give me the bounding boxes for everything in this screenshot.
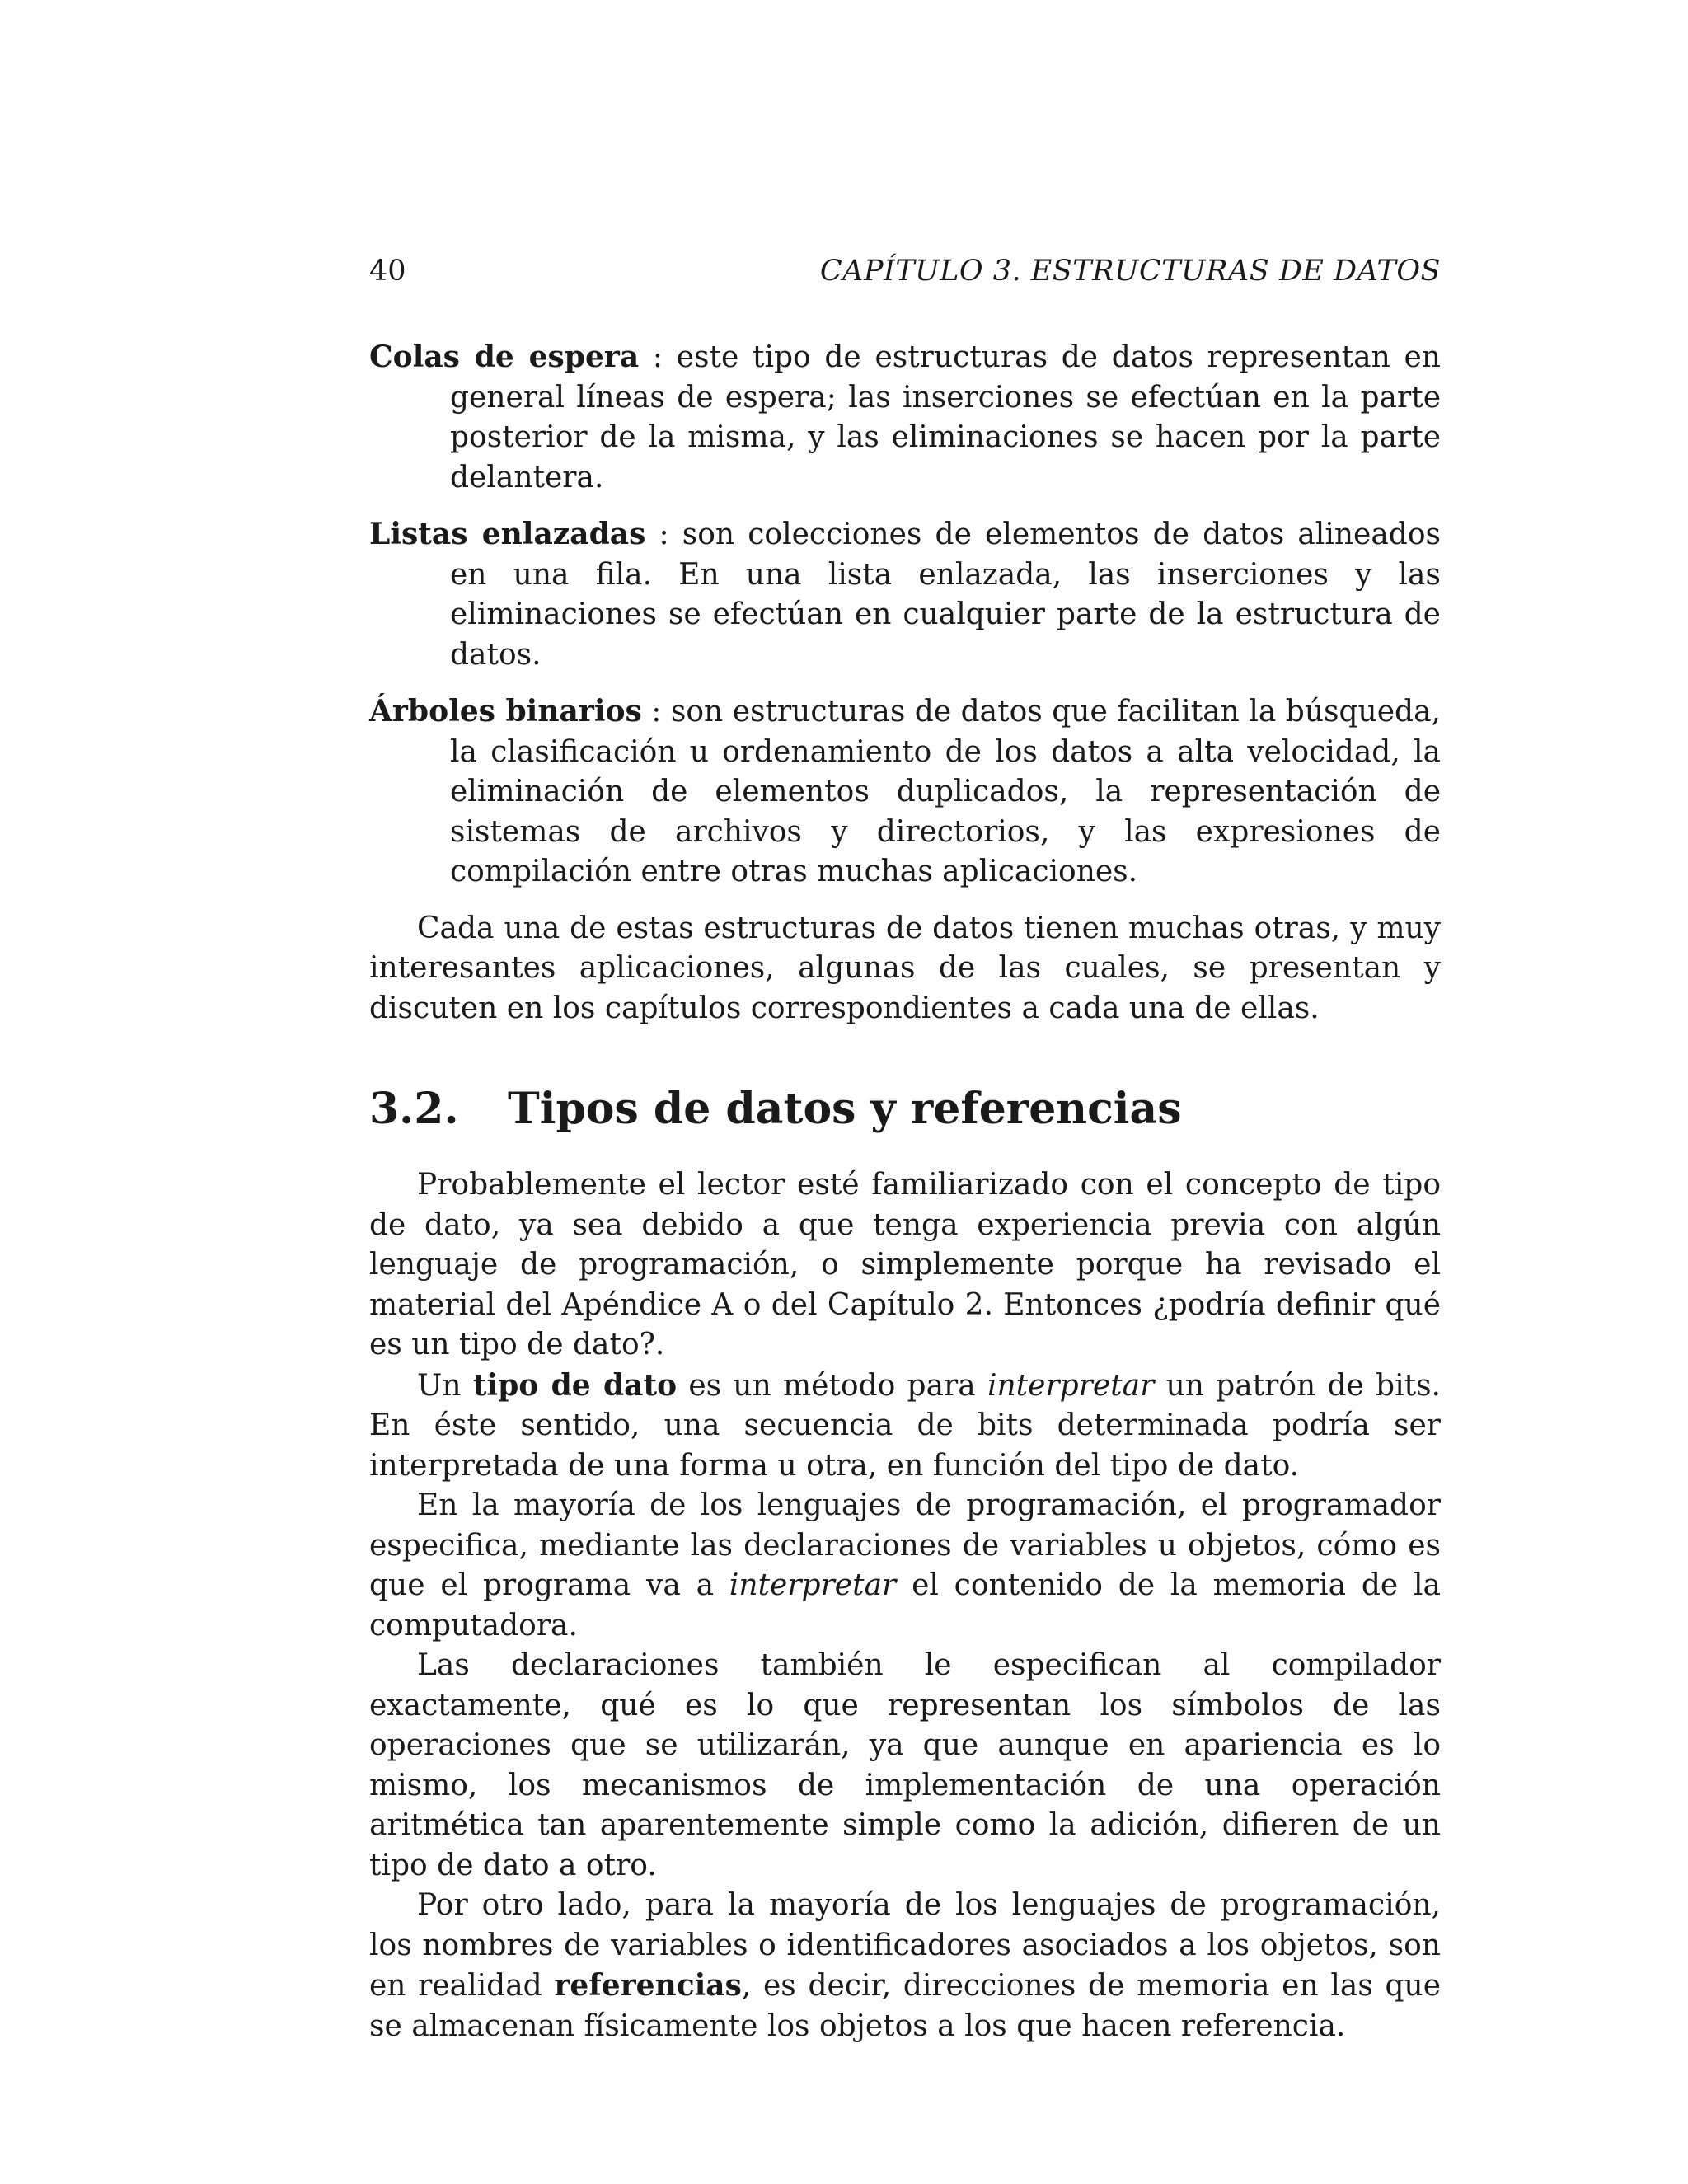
- definition-term: Colas de espera: [369, 340, 640, 374]
- definition-list: [369, 337, 1441, 893]
- section-title: Tipos de datos y referencias: [508, 1084, 1182, 1134]
- paragraph-text: el contenido de la memoria de la computadora.: [369, 1568, 1441, 1643]
- book-page: [369, 251, 1441, 2046]
- bold-term: referencias: [554, 1968, 742, 2003]
- definition-text: : este tipo de estructuras de datos representan en general líneas de espera; las inserciones se efectúan en la parte posterior de la misma, y las eliminaciones se hacen por la parte delantera.: [450, 340, 1441, 494]
- body-paragraph: Probablemente el lector esté familiarizado con el concepto de tipo de dato, ya sea debido a que tenga experiencia previa con algún lenguaje de programación, o simplemente porque ha revisado el material del Apéndice A o del Capítulo 2. Entonces ¿podría definir qué es un tipo de dato?.: [369, 1168, 1441, 1361]
- body-paragraph: [369, 1886, 1441, 2046]
- bold-term: tipo de dato: [472, 1367, 678, 1403]
- chapter-title: CAPÍTULO 3. ESTRUCTURAS DE DATOS: [819, 255, 1441, 288]
- intro-paragraph: Cada una de estas estructuras de datos tienen muchas otras, y muy interesantes aplicaciones, algunas de las cuales, se presentan y discuten en los capítulos correspondientes a cada una de ellas.: [369, 911, 1441, 1025]
- running-header: [369, 251, 1441, 291]
- definition-text: : son colecciones de elementos de datos alineados en una fila. En una lista enlazada, las inserciones y las eliminaciones se efectúan en cualquier parte de la estructura de datos.: [450, 518, 1441, 672]
- section-body: [369, 1165, 1441, 2046]
- body-paragraph: [369, 1486, 1441, 1646]
- section-heading: [369, 1083, 1441, 1136]
- definition-item: [369, 514, 1441, 675]
- definition-item: [369, 337, 1441, 498]
- paragraph-text: Un: [417, 1368, 473, 1403]
- paragraph-text: un patrón de bits. En éste sentido, una secuencia de bits determinada podría ser interpretada de una forma u otra, en función del tipo de dato.: [369, 1368, 1441, 1483]
- page-number: 40: [369, 255, 406, 288]
- paragraph-text: Por otro lado, para la mayoría de los lenguajes de programación, los nombres de variables o identificadores asociados a los objetos, son en realidad: [369, 1888, 1441, 2003]
- definition-text: : son estructuras de datos que facilitan la búsqueda, la clasificación u ordenamiento de los datos a alta velocidad, la eliminación de elementos duplicados, la representación de sistemas de archivos y directorios, y las expresiones de compilación entre otras muchas aplicaciones.: [450, 695, 1441, 888]
- definition-term: Árboles binarios: [369, 694, 642, 729]
- definition-term: Listas enlazadas: [369, 517, 646, 551]
- section-number: 3.2.: [369, 1084, 459, 1134]
- italic-term: interpretar: [987, 1368, 1155, 1403]
- paragraph-text: , es decir, direcciones de memoria en las que se almacenan físicamente los objetos a los que hacen referencia.: [369, 1969, 1441, 2043]
- body-paragraph: Las declaraciones también le especifican al compilador exactamente, qué es lo que representan los símbolos de las operaciones que se utilizarán, ya que aunque en apariencia es lo mismo, los mecanismos de implementación de una operación aritmética tan aparentemente simple como la adición, difieren de un tipo de dato a otro.: [369, 1648, 1441, 1882]
- definition-item: [369, 691, 1441, 893]
- paragraph-text: es un método para: [677, 1368, 987, 1403]
- italic-term: interpretar: [729, 1568, 897, 1602]
- paragraph-text: En la mayoría de los lenguajes de programación, el programador especifica, mediante las declaraciones de variables u objetos, cómo es que el programa va a: [369, 1488, 1441, 1602]
- body-paragraph: [369, 1366, 1441, 1487]
